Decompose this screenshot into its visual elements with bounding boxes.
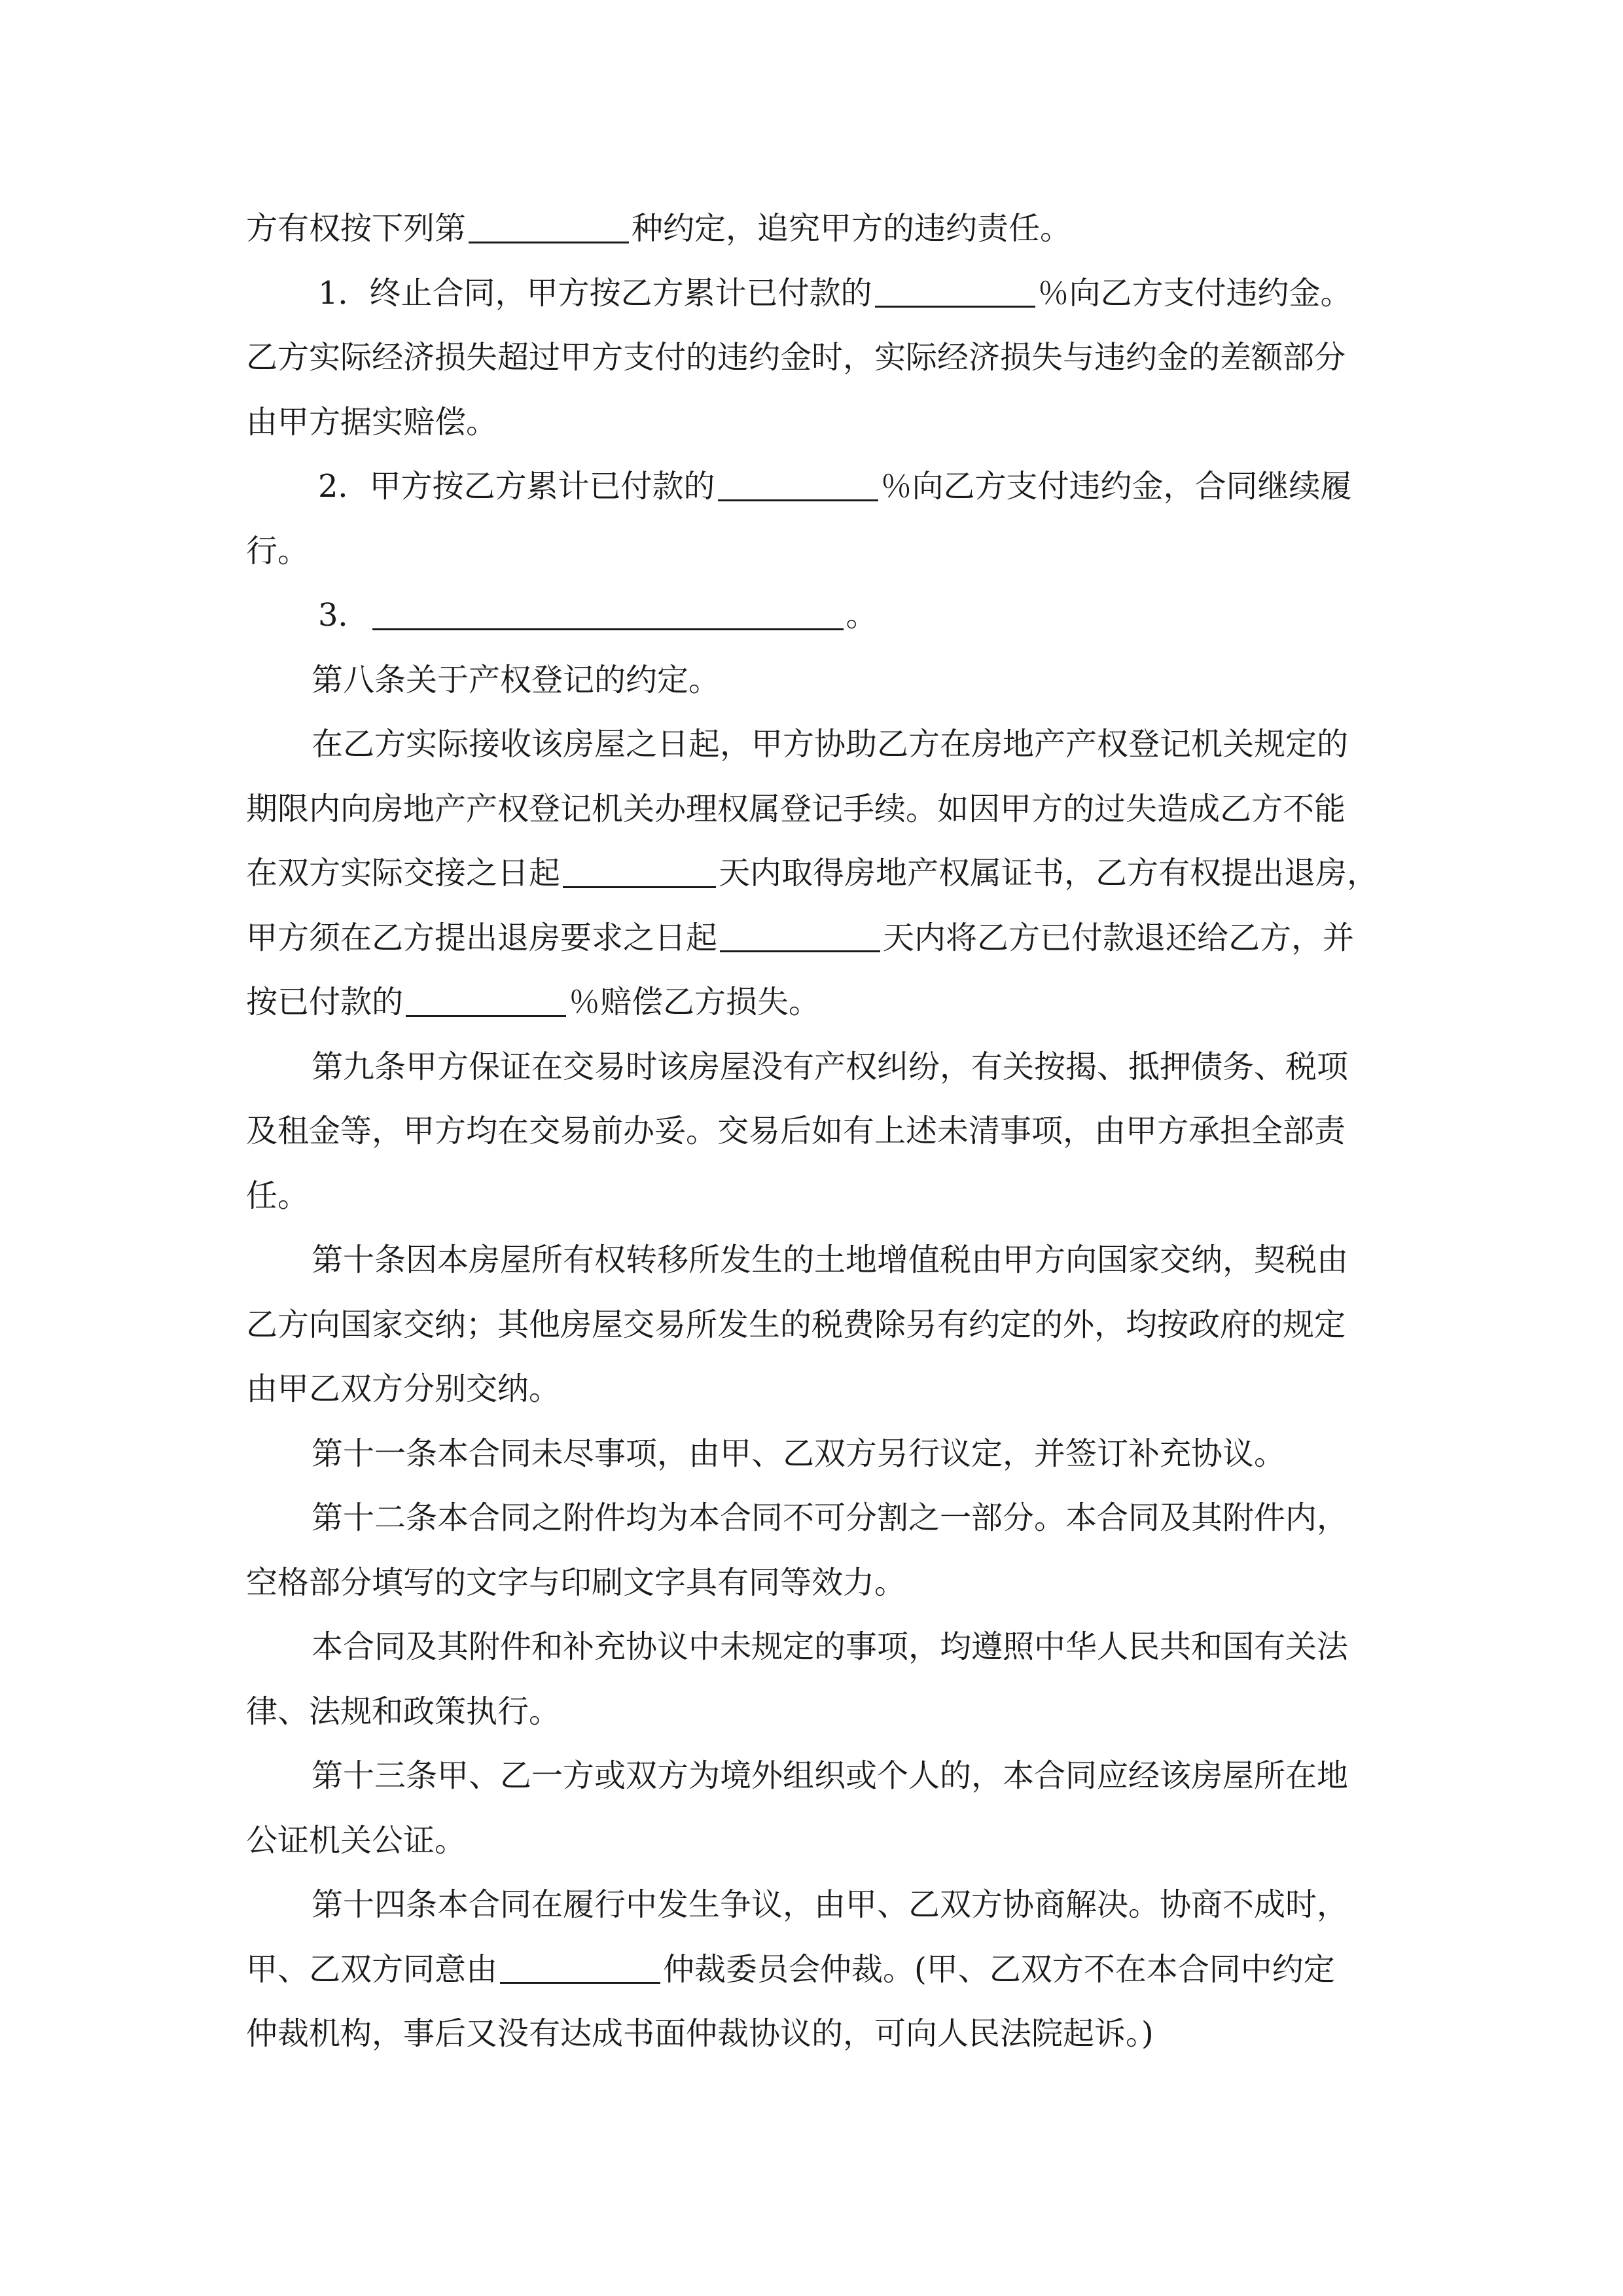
text-line — [246, 261, 1378, 326]
text-line: 第十条因本房屋所有权转移所发生的土地增值税由甲方向国家交纳，契税由 — [312, 1242, 1349, 1278]
section-heading: 第八条关于产权登记的约定。 — [312, 661, 721, 698]
text-line: 本合同及其附件和补充协议中未规定的事项，均遵照中华人民共和国有关法 — [312, 1628, 1349, 1665]
text-line: 第十一条本合同未尽事项，由甲、乙双方另行议定，并签订补充协议。 — [312, 1435, 1286, 1472]
text-line: 仲裁机构，事后又没有达成书面仲裁协议的，可向人民法院起诉。) — [246, 2015, 1154, 2052]
text-line: 期限内向房地产产权登记机关办理权属登记手续。如因甲方的过失造成乙方不能 — [246, 790, 1346, 827]
text-line: 乙方实际经济损失超过甲方支付的违约金时，实际经济损失与违约金的差额部分 — [246, 339, 1346, 376]
text-line: 由甲方据实赔偿。 — [246, 403, 498, 440]
text-line — [246, 841, 1378, 906]
text-line: 行。 — [246, 532, 310, 569]
text-line: 及租金等，甲方均在交易前办妥。交易后如有上述未清事项，由甲方承担全部责 — [246, 1113, 1346, 1149]
text-line — [246, 196, 1378, 261]
text-line: 第十三条甲、乙一方或双方为境外组织或个人的，本合同应经该房屋所在地 — [312, 1757, 1349, 1794]
text-run: 按已付款的 — [246, 984, 404, 1020]
text-run: 方有权按下列第 — [246, 210, 467, 247]
text-line — [246, 454, 1378, 519]
fill-blank — [720, 923, 880, 952]
text-run: 甲、乙双方同意由 — [246, 1950, 498, 1988]
text-line — [246, 906, 1378, 971]
fill-blank — [469, 214, 629, 243]
text-line: 任。 — [246, 1177, 310, 1214]
text-line: 由甲乙双方分别交纳。 — [246, 1371, 561, 1407]
text-run: 1．终止合同，甲方按乙方累计已付款的 — [318, 274, 872, 312]
text-run: 2．甲方按乙方累计已付款的 — [318, 468, 715, 505]
text-run: 天内将乙方已付款退还给乙方，并 — [883, 919, 1355, 956]
text-line: 公证机关公证。 — [246, 1821, 467, 1859]
text-run: 种约定，追究甲方的违约责任。 — [632, 210, 1072, 247]
text-line — [246, 970, 1378, 1035]
text-line: 在乙方实际接收该房屋之日起，甲方协助乙方在房地产产权登记机关规定的 — [312, 726, 1349, 762]
text-line: 第九条甲方保证在交易时该房屋没有产权纠纷，有关按揭、抵押债务、税项 — [312, 1048, 1349, 1085]
fill-blank — [875, 278, 1035, 308]
text-line: 律、法规和政策执行。 — [246, 1693, 561, 1730]
text-line — [246, 583, 1378, 648]
text-run: 天内取得房地产权属证书，乙方有权提出退房， — [718, 855, 1378, 891]
text-line: 乙方向国家交纳；其他房屋交易所发生的税费除另有约定的外，均按政府的规定 — [246, 1306, 1346, 1343]
contract-body — [246, 196, 1378, 2066]
text-run: 甲方须在乙方提出退房要求之日起 — [246, 919, 718, 956]
text-run: 在双方实际交接之日起 — [246, 855, 561, 891]
fill-blank — [406, 988, 566, 1017]
text-run: 仲裁委员会仲裁。(甲、乙双方不在本合同中约定 — [663, 1950, 1335, 1988]
text-run: ％向乙方支付违约金。 — [1037, 274, 1352, 312]
text-line: 第十二条本合同之附件均为本合同不可分割之一部分。本合同及其附件内， — [312, 1499, 1349, 1536]
text-run: ％向乙方支付违约金，合同继续履 — [880, 468, 1352, 505]
fill-blank — [500, 1954, 660, 1984]
text-run: 3． — [318, 597, 370, 634]
fill-blank — [718, 472, 878, 501]
text-line: 空格部分填写的文字与印刷文字具有同等效力。 — [246, 1564, 906, 1601]
text-run: 。 — [846, 597, 878, 634]
fill-blank — [372, 601, 844, 630]
fill-blank — [563, 859, 716, 888]
text-line — [246, 1937, 1378, 2002]
text-line: 第十四条本合同在履行中发生争议，由甲、乙双方协商解决。协商不成时， — [312, 1886, 1349, 1923]
text-run: ％赔偿乙方损失。 — [569, 984, 821, 1020]
